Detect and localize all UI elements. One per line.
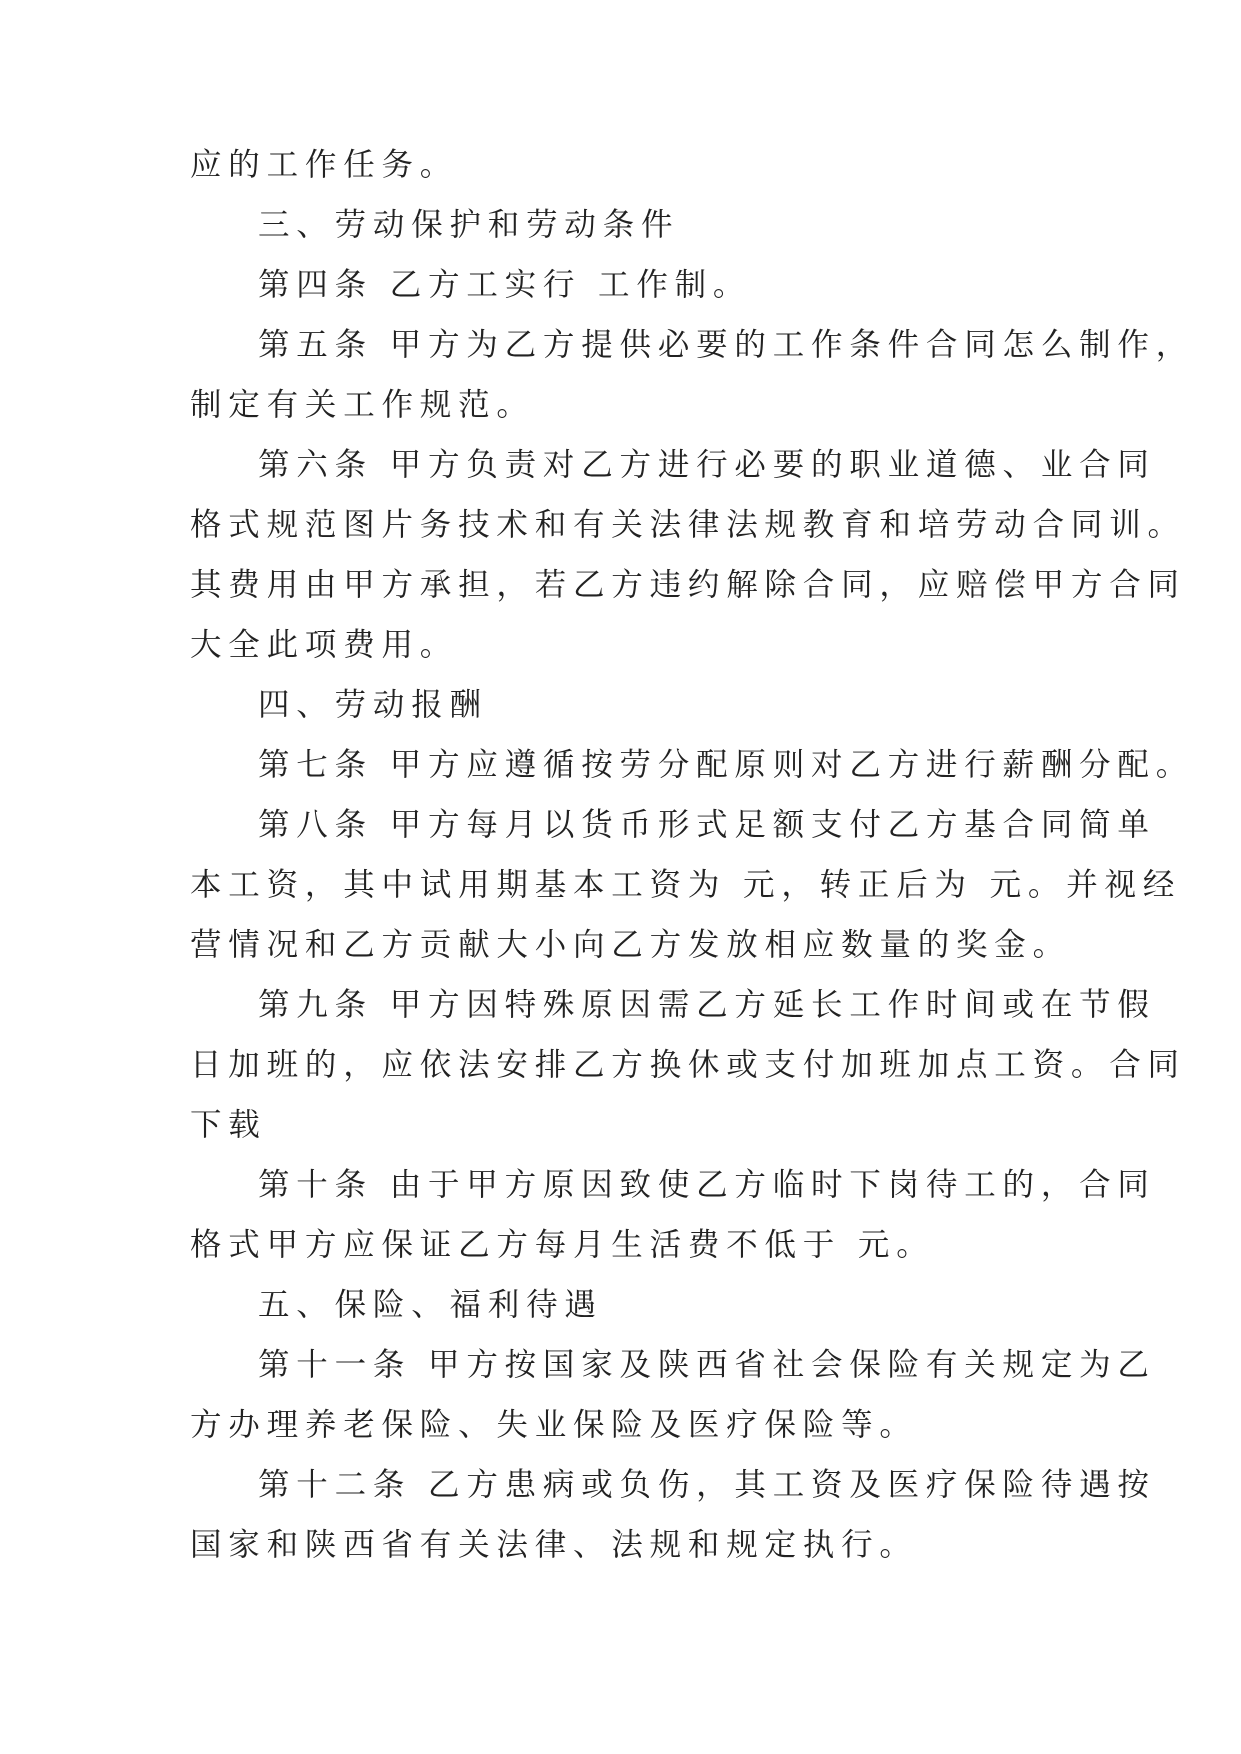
article-line: 第十条 由于甲方原因致使乙方临时下岗待工的，合同: [258, 1167, 1156, 1203]
text-line: 本工资，其中试用期基本工资为 元，转正后为 元。并视经: [190, 867, 1182, 903]
text-line: 方办理养老保险、失业保险及医疗保险等。: [190, 1407, 918, 1443]
text-line: 格式甲方应保证乙方每月生活费不低于 元。: [190, 1227, 935, 1263]
text-line: 下载: [190, 1107, 267, 1143]
article-line: 第十二条 乙方患病或负伤，其工资及医疗保险待遇按: [258, 1467, 1156, 1503]
text-line: 应的工作任务。: [190, 147, 459, 183]
section-heading: 五、保险、福利待遇: [258, 1287, 603, 1323]
article-line: 第十一条 甲方按国家及陕西省社会保险有关规定为乙: [258, 1347, 1156, 1383]
article-line: 第七条 甲方应遵循按劳分配原则对乙方进行薪酬分配。: [258, 747, 1195, 783]
text-line: 其费用由甲方承担，若乙方违约解除合同，应赔偿甲方合同: [190, 567, 1186, 603]
section-heading: 四、劳动报酬: [258, 687, 488, 723]
section-heading: 三、劳动保护和劳动条件: [258, 207, 680, 243]
article-line: 第六条 甲方负责对乙方进行必要的职业道德、业合同: [258, 447, 1156, 483]
text-line: 国家和陕西省有关法律、法规和规定执行。: [190, 1527, 918, 1563]
text-line: 大全此项费用。: [190, 627, 459, 663]
article-line: 第五条 甲方为乙方提供必要的工作条件合同怎么制作，: [258, 327, 1195, 363]
text-line: 营情况和乙方贡献大小向乙方发放相应数量的奖金。: [190, 927, 1071, 963]
article-line: 第八条 甲方每月以货币形式足额支付乙方基合同简单: [258, 807, 1156, 843]
text-line: 制定有关工作规范。: [190, 387, 535, 423]
article-line: 第四条 乙方工实行 工作制。: [258, 267, 752, 303]
article-line: 第九条 甲方因特殊原因需乙方延长工作时间或在节假: [258, 987, 1156, 1023]
text-line: 日加班的，应依法安排乙方换休或支付加班加点工资。合同: [190, 1047, 1186, 1083]
text-line: 格式规范图片务技术和有关法律法规教育和培劳动合同训。: [190, 507, 1186, 543]
